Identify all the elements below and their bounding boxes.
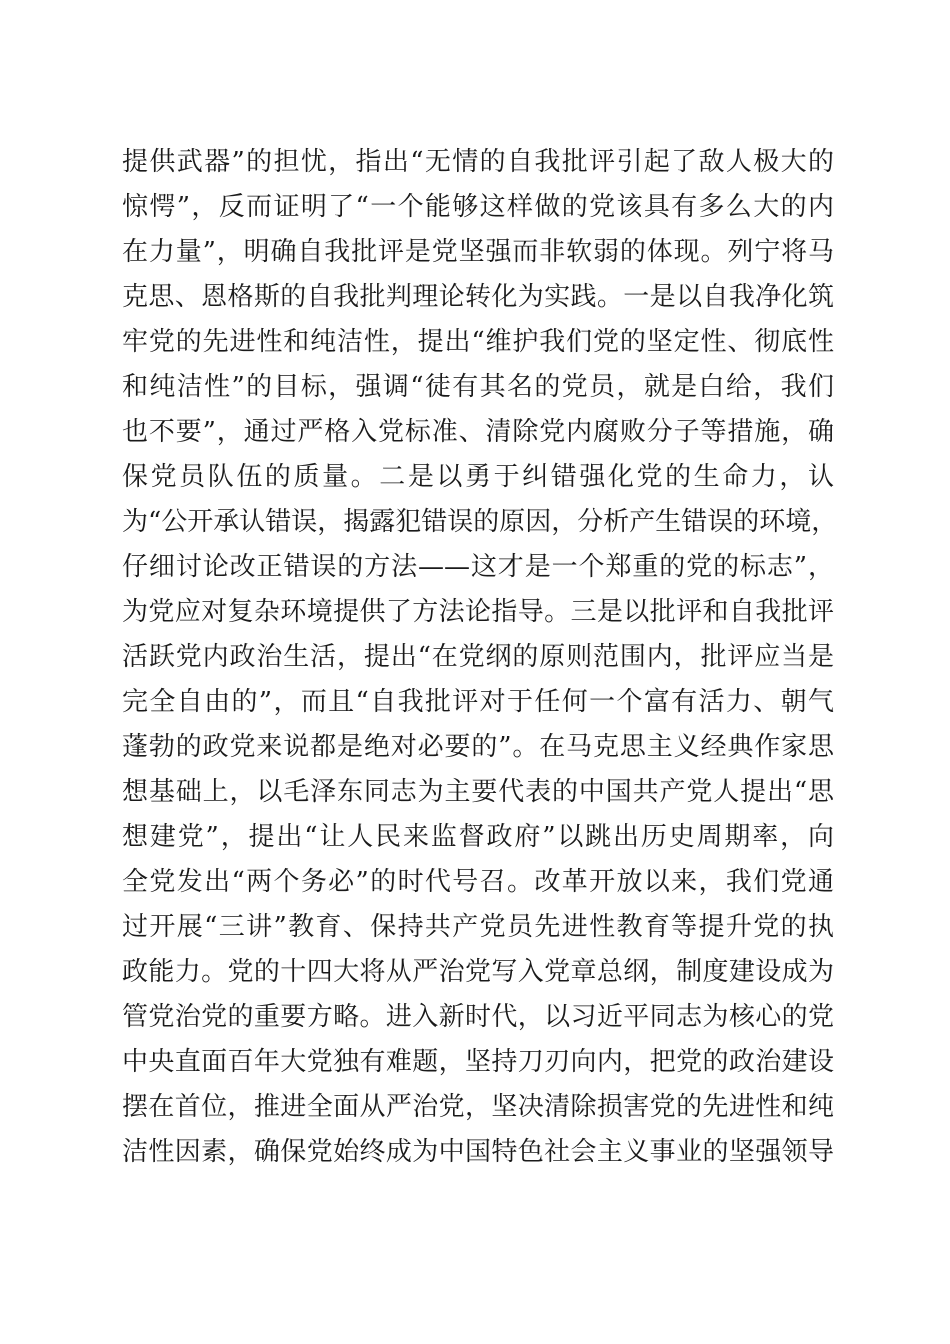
text-line: 想建党”，提出“让人民来监督政府”以跳出历史周期率，向 [122,822,834,852]
text-line: 中央直面百年大党独有难题，坚持刀刃向内，把党的政治建设 [122,1047,834,1077]
text-line: 惊愕”，反而证明了“一个能够这样做的党该具有多么大的内 [122,192,834,222]
text-line: 全党发出“两个务必”的时代号召。改革开放以来，我们党通 [122,867,834,897]
text-line: 仔细讨论改正错误的方法——这才是一个郑重的党的标志”， [122,552,834,582]
text-line: 和纯洁性”的目标，强调“徒有其名的党员，就是白给，我们 [122,372,834,402]
text-line: 管党治党的重要方略。进入新时代，以习近平同志为核心的党 [122,1002,834,1032]
text-line: 完全自由的”，而且“自我批评对于任何一个富有活力、朝气 [122,687,834,717]
text-line: 政能力。党的十四大将从严治党写入党章总纲，制度建设成为 [122,957,834,987]
text-line: 在力量”，明确自我批评是党坚强而非软弱的体现。列宁将马 [122,237,834,267]
text-line: 摆在首位，推进全面从严治党，坚决清除损害党的先进性和纯 [122,1092,834,1122]
text-line: 想基础上，以毛泽东同志为主要代表的中国共产党人提出“思 [122,777,834,807]
text-line: 保党员队伍的质量。二是以勇于纠错强化党的生命力，认 [122,462,834,492]
body-paragraph [122,140,838,1175]
text-line: 活跃党内政治生活，提出“在党纲的原则范围内，批评应当是 [122,642,834,672]
text-line: 提供武器”的担忧，指出“无情的自我批评引起了敌人极大的 [122,147,834,177]
text-line: 过开展“三讲”教育、保持共产党员先进性教育等提升党的执 [122,912,834,942]
text-line: 也不要”，通过严格入党标准、清除党内腐败分子等措施，确 [122,417,834,447]
text-line: 为“公开承认错误，揭露犯错误的原因，分析产生错误的环境， [122,507,838,537]
text-line: 蓬勃的政党来说都是绝对必要的”。在马克思主义经典作家思 [122,732,834,762]
text-line: 克思、恩格斯的自我批判理论转化为实践。一是以自我净化筑 [122,282,834,312]
text-line: 为党应对复杂环境提供了方法论指导。三是以批评和自我批评 [122,597,834,627]
text-line: 洁性因素，确保党始终成为中国特色社会主义事业的坚强领导 [122,1137,834,1167]
text-line: 牢党的先进性和纯洁性，提出“维护我们党的坚定性、彻底性 [122,327,834,357]
